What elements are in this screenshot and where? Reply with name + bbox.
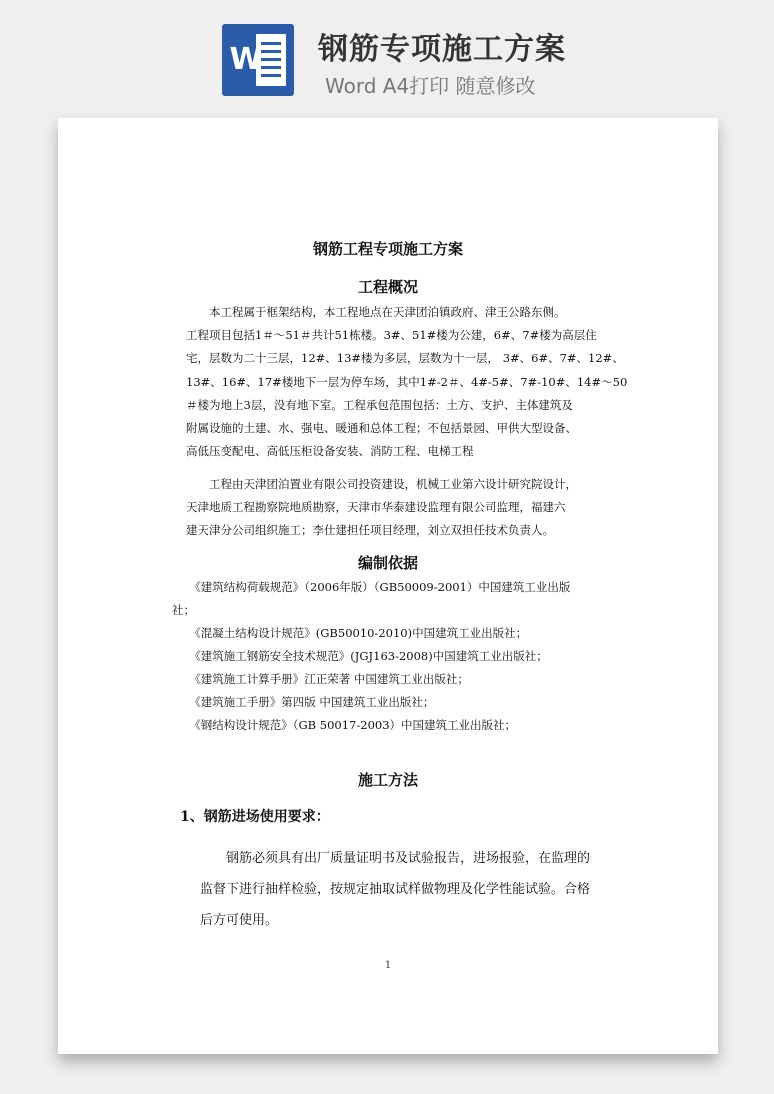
section-heading-overview: 工程概况 xyxy=(357,278,418,296)
overview-paragraph-1: 本工程属于框架结构，本工程地点在天津团泊镇政府、津王公路东侧。 工程项目包括1＃～51＃共计51栋楼。3#、51#楼为公建，6#、7#楼为高层住 宅，层数为二十三层，12#、13#楼为多层，层数为十一层， 3#、6#、7#、12#、 13#、16#、17#楼地下一层为停车场，其中1#-2＃、4#-5#、7#-10#、14#～50 ＃楼为地上3层，没有地下室。工程承包范围包括：土方、支护、主体建筑及 附属设施的土建、水、强电、暖通和总体工程；不包括景园、甲供大型设备、 高低压变配电、高低压柜设备安装、消防工程、电梯工程 xyxy=(186,305,628,459)
reference-item: 社； xyxy=(172,603,195,617)
reference-list xyxy=(172,576,612,737)
reference-item: 《建筑结构荷载规范》（2006年版）（GB50009-2001）中国建筑工业出版 xyxy=(172,580,571,594)
reference-item: 《建筑施工钢筋安全技术规范》(JGJ163-2008)中国建筑工业出版社； xyxy=(172,649,548,663)
overview-paragraph-2: 工程由天津团泊置业有限公司投资建设，机械工业第六设计研究院设计， 天津地质工程勘察院地质勘察，天津市华泰建设监理有限公司监理，福建六 建天津分公司组织施工；李仕建担任项目经理，刘立双担任技术负责人。 xyxy=(186,477,577,538)
document-title: 钢筋工程专项施工方案 xyxy=(312,240,463,258)
reference-item: 《钢结构设计规范》（GB 50017-2003）中国建筑工业出版社； xyxy=(172,718,517,732)
section-heading-basis: 编制依据 xyxy=(357,554,418,572)
reference-item: 《建筑施工手册》第四版 中国建筑工业出版社； xyxy=(172,695,435,709)
banner-subtitle: Word A4打印 随意修改 xyxy=(325,74,536,98)
page-number: 1 xyxy=(384,960,392,971)
word-document-icon xyxy=(222,24,294,96)
document-page xyxy=(58,118,718,1054)
reference-item: 《混凝土结构设计规范》(GB50010-2010)中国建筑工业出版社； xyxy=(172,626,528,640)
method-paragraph: 钢筋必须具有出厂质量证明书及试验报告，进场报验，在监理的 监督下进行抽样检验，按规定抽取试样做物理及化学性能试验。合格 后方可使用。 xyxy=(200,851,591,928)
banner-title: 钢筋专项施工方案 xyxy=(318,32,566,67)
section-heading-method: 施工方法 xyxy=(357,771,418,789)
reference-item: 《建筑施工计算手册》江正荣著 中国建筑工业出版社； xyxy=(172,672,469,686)
subsection-heading: 1、钢筋进场使用要求： xyxy=(180,809,330,825)
header-banner xyxy=(0,0,774,110)
word-logo-letter: W xyxy=(229,42,263,77)
